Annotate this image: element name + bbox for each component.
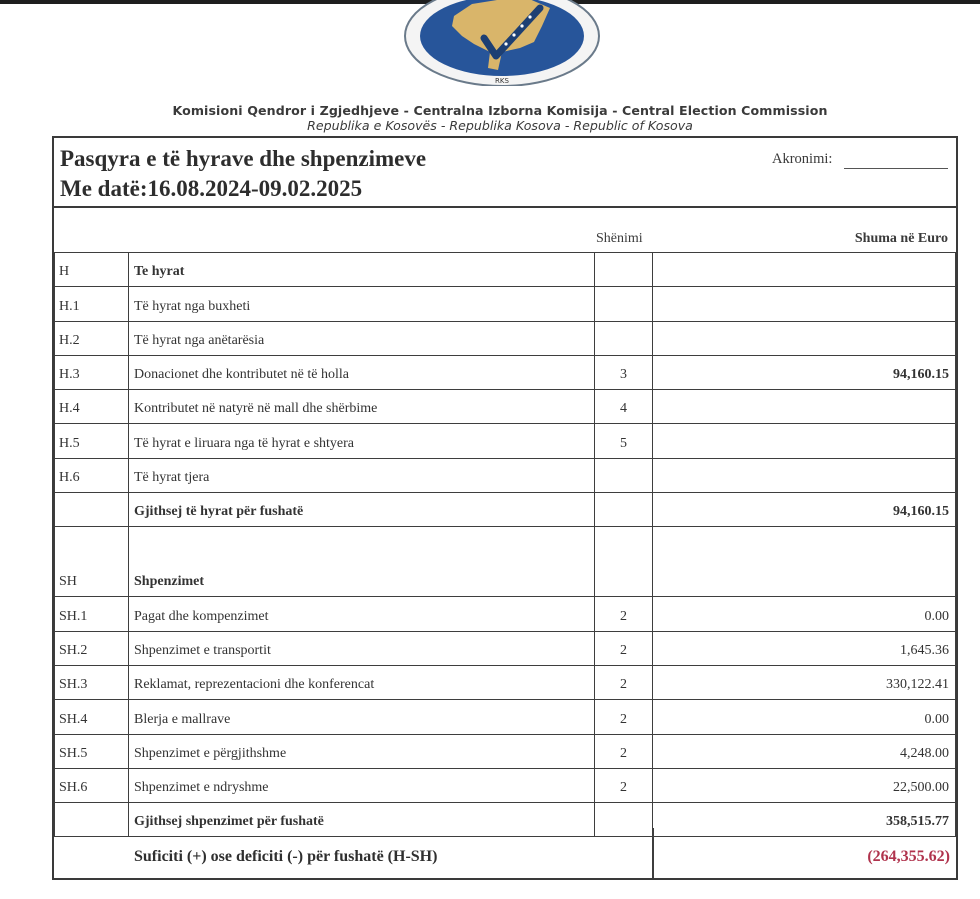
row-amount bbox=[653, 253, 956, 287]
row-code bbox=[55, 493, 129, 527]
income-expense-statement bbox=[52, 136, 958, 880]
row-note bbox=[595, 527, 653, 597]
surplus-deficit-row bbox=[54, 828, 956, 878]
row-label: Të hyrat nga anëtarësia bbox=[129, 321, 595, 355]
row-note bbox=[595, 253, 653, 287]
table-row bbox=[55, 458, 956, 492]
acronym-label: Akronimi: bbox=[772, 151, 833, 167]
column-header-note: Shënimi bbox=[596, 231, 643, 246]
table-row bbox=[55, 665, 956, 699]
surplus-deficit-amount: (264,355.62) bbox=[867, 848, 950, 865]
row-amount: 22,500.00 bbox=[653, 768, 956, 802]
row-code: H.5 bbox=[55, 424, 129, 458]
row-label: Të hyrat nga buxheti bbox=[129, 287, 595, 321]
row-note: 5 bbox=[595, 424, 653, 458]
row-amount bbox=[653, 527, 956, 597]
row-amount bbox=[653, 287, 956, 321]
row-label: Pagat dhe kompenzimet bbox=[129, 597, 595, 631]
document-title: Pasqyra e të hyrave dhe shpenzimeve bbox=[60, 146, 427, 171]
row-note: 2 bbox=[595, 665, 653, 699]
table-row bbox=[55, 355, 956, 389]
row-code: H.1 bbox=[55, 287, 129, 321]
commission-header: Komisioni Qendror i Zgjedhjeve - Centralna Izborna Komisija - Central Election Commission bbox=[172, 103, 828, 118]
row-note: 2 bbox=[595, 768, 653, 802]
row-label: Shpenzimet bbox=[129, 527, 595, 597]
row-amount bbox=[653, 321, 956, 355]
income-total-row bbox=[55, 493, 956, 527]
row-label: Kontributet në natyrë në mall dhe shërbime bbox=[129, 390, 595, 424]
row-amount: 358,515.77 bbox=[653, 803, 956, 837]
row-label: Te hyrat bbox=[129, 253, 595, 287]
expense-section-row bbox=[55, 527, 956, 597]
row-code: SH.2 bbox=[55, 631, 129, 665]
row-code: H.3 bbox=[55, 355, 129, 389]
row-note: 2 bbox=[595, 631, 653, 665]
row-label: Shpenzimet e transportit bbox=[129, 631, 595, 665]
row-label: Blerja e mallrave bbox=[129, 700, 595, 734]
logo-text: RKS bbox=[495, 77, 509, 85]
title-block bbox=[54, 138, 956, 208]
row-label: Gjithsej shpenzimet për fushatë bbox=[129, 803, 595, 837]
row-label: Të hyrat tjera bbox=[129, 458, 595, 492]
row-code: SH bbox=[55, 527, 129, 597]
row-code: SH.6 bbox=[55, 768, 129, 802]
statement-table bbox=[54, 252, 956, 837]
row-amount bbox=[653, 458, 956, 492]
row-label: Shpenzimet e ndryshme bbox=[129, 768, 595, 802]
row-code: SH.5 bbox=[55, 734, 129, 768]
row-note bbox=[595, 458, 653, 492]
row-note: 4 bbox=[595, 390, 653, 424]
row-amount: 94,160.15 bbox=[653, 355, 956, 389]
row-note bbox=[595, 287, 653, 321]
acronym-field bbox=[844, 168, 948, 169]
row-amount bbox=[653, 424, 956, 458]
date-range: Me datë:16.08.2024-09.02.2025 bbox=[60, 176, 363, 201]
row-note bbox=[595, 493, 653, 527]
row-code: SH.1 bbox=[55, 597, 129, 631]
row-code: H.2 bbox=[55, 321, 129, 355]
table-row bbox=[55, 287, 956, 321]
row-label: Donacionet dhe kontributet në të holla bbox=[129, 355, 595, 389]
row-code: SH.4 bbox=[55, 700, 129, 734]
row-label: Shpenzimet e përgjithshme bbox=[129, 734, 595, 768]
table-row bbox=[55, 321, 956, 355]
column-header-amount: Shuma në Euro bbox=[854, 231, 948, 246]
row-amount: 1,645.36 bbox=[653, 631, 956, 665]
row-label: Të hyrat e liruara nga të hyrat e shtyera bbox=[129, 424, 595, 458]
surplus-deficit-label: Suficiti (+) ose deficiti (-) për fushatë (H-SH) bbox=[134, 848, 438, 865]
row-amount: 0.00 bbox=[653, 700, 956, 734]
row-note: 3 bbox=[595, 355, 653, 389]
row-note: 2 bbox=[595, 734, 653, 768]
table-row bbox=[55, 390, 956, 424]
income-section-row bbox=[55, 253, 956, 287]
row-code: H bbox=[55, 253, 129, 287]
table-row bbox=[55, 734, 956, 768]
table-row bbox=[55, 768, 956, 802]
row-amount: 94,160.15 bbox=[653, 493, 956, 527]
cec-logo-icon bbox=[402, 0, 602, 86]
row-amount bbox=[653, 390, 956, 424]
table-row bbox=[55, 700, 956, 734]
column-divider bbox=[652, 828, 654, 878]
row-label: Gjithsej të hyrat për fushatë bbox=[129, 493, 595, 527]
row-label: Reklamat, reprezentacioni dhe konferencat bbox=[129, 665, 595, 699]
table-row bbox=[55, 424, 956, 458]
row-code: H.6 bbox=[55, 458, 129, 492]
row-amount: 0.00 bbox=[653, 597, 956, 631]
row-note bbox=[595, 321, 653, 355]
table-row bbox=[55, 631, 956, 665]
republic-header: Republika e Kosovës - Republika Kosova - Republic of Kosova bbox=[307, 118, 693, 133]
row-code: SH.3 bbox=[55, 665, 129, 699]
row-note: 2 bbox=[595, 597, 653, 631]
row-code: H.4 bbox=[55, 390, 129, 424]
row-amount: 4,248.00 bbox=[653, 734, 956, 768]
row-note: 2 bbox=[595, 700, 653, 734]
row-amount: 330,122.41 bbox=[653, 665, 956, 699]
table-row bbox=[55, 597, 956, 631]
